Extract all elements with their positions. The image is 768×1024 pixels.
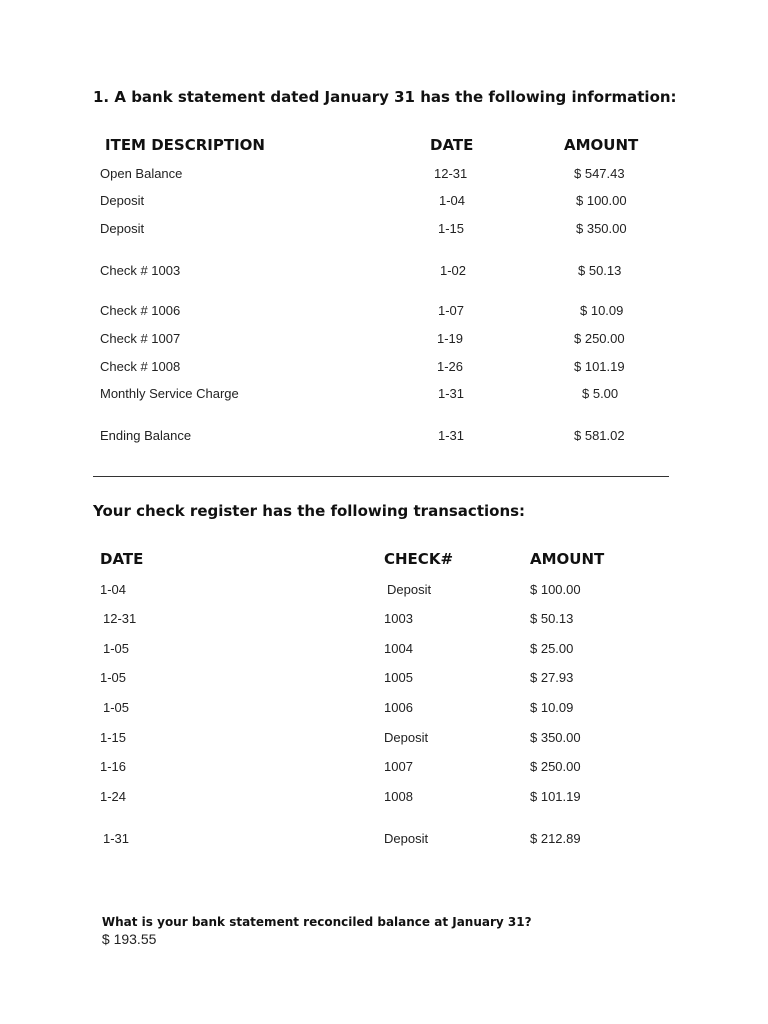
register-heading: Your check register has the following transactions: (93, 502, 526, 520)
statement-description: Monthly Service Charge (100, 386, 239, 401)
register-col-check: CHECK# (384, 550, 454, 568)
register-col-amount: AMOUNT (530, 550, 605, 568)
statement-amount: $ 581.02 (574, 428, 625, 443)
statement-col-description: ITEM DESCRIPTION (105, 136, 265, 154)
statement-amount: $ 100.00 (576, 193, 627, 208)
statement-amount: $ 50.13 (578, 263, 622, 278)
register-date: 1-24 (100, 789, 127, 804)
register-date: 1-31 (103, 831, 130, 846)
register-amount: $ 27.93 (530, 670, 574, 685)
question-line (93, 895, 532, 949)
statement-date: 1-15 (438, 221, 465, 236)
statement-amount: $ 350.00 (576, 221, 627, 236)
statement-date: 1-02 (440, 263, 467, 278)
register-date: 1-15 (100, 730, 127, 745)
register-amount: $ 50.13 (530, 611, 574, 626)
register-check: Deposit (384, 730, 429, 745)
register-date: 1-04 (100, 582, 127, 597)
register-amount: $ 250.00 (530, 759, 581, 774)
statement-description: Ending Balance (100, 428, 192, 443)
register-check: 1004 (384, 641, 413, 656)
statement-description: Check # 1008 (100, 359, 181, 374)
question-text: What is your bank statement reconciled balance at January 31? (101, 915, 532, 929)
register-amount: $ 350.00 (530, 730, 581, 745)
statement-amount: $ 101.19 (574, 359, 625, 374)
register-amount: $ 100.00 (530, 582, 581, 597)
statement-date: 1-31 (438, 386, 465, 401)
register-date: 1-05 (103, 700, 130, 715)
register-amount: $ 101.19 (530, 789, 581, 804)
statement-description: Check # 1006 (100, 303, 181, 318)
register-check: Deposit (387, 582, 432, 597)
statement-description: Check # 1003 (100, 263, 181, 278)
register-check: 1008 (384, 789, 413, 804)
register-date: 12-31 (103, 611, 137, 626)
register-amount: $ 25.00 (530, 641, 574, 656)
statement-description: Deposit (100, 221, 145, 236)
statement-amount: $ 547.43 (574, 166, 625, 181)
register-amount: $ 212.89 (530, 831, 581, 846)
statement-amount: $ 5.00 (582, 386, 619, 401)
statement-date: 1-07 (438, 303, 465, 318)
statement-amount: $ 250.00 (574, 331, 625, 346)
register-col-date: DATE (100, 550, 144, 568)
register-date: 1-05 (100, 670, 127, 685)
statement-date: 12-31 (434, 166, 468, 181)
statement-description: Check # 1007 (100, 331, 181, 346)
register-check: 1003 (384, 611, 413, 626)
register-date: 1-16 (100, 759, 127, 774)
register-date: 1-05 (103, 641, 130, 656)
statement-heading: 1. A bank statement dated January 31 has the following information: (93, 88, 677, 106)
answer-value: $ 193.55 (101, 931, 157, 947)
statement-col-date: DATE (430, 136, 474, 154)
register-amount: $ 10.09 (530, 700, 574, 715)
statement-col-amount: AMOUNT (564, 136, 639, 154)
statement-date: 1-26 (437, 359, 464, 374)
register-check: 1005 (384, 670, 413, 685)
statement-date: 1-04 (439, 193, 466, 208)
statement-amount: $ 10.09 (580, 303, 624, 318)
statement-description: Open Balance (100, 166, 183, 181)
register-check: 1006 (384, 700, 413, 715)
section-divider (93, 476, 669, 477)
statement-date: 1-31 (438, 428, 465, 443)
statement-date: 1-19 (437, 331, 464, 346)
register-check: 1007 (384, 759, 413, 774)
statement-description: Deposit (100, 193, 145, 208)
register-check: Deposit (384, 831, 429, 846)
